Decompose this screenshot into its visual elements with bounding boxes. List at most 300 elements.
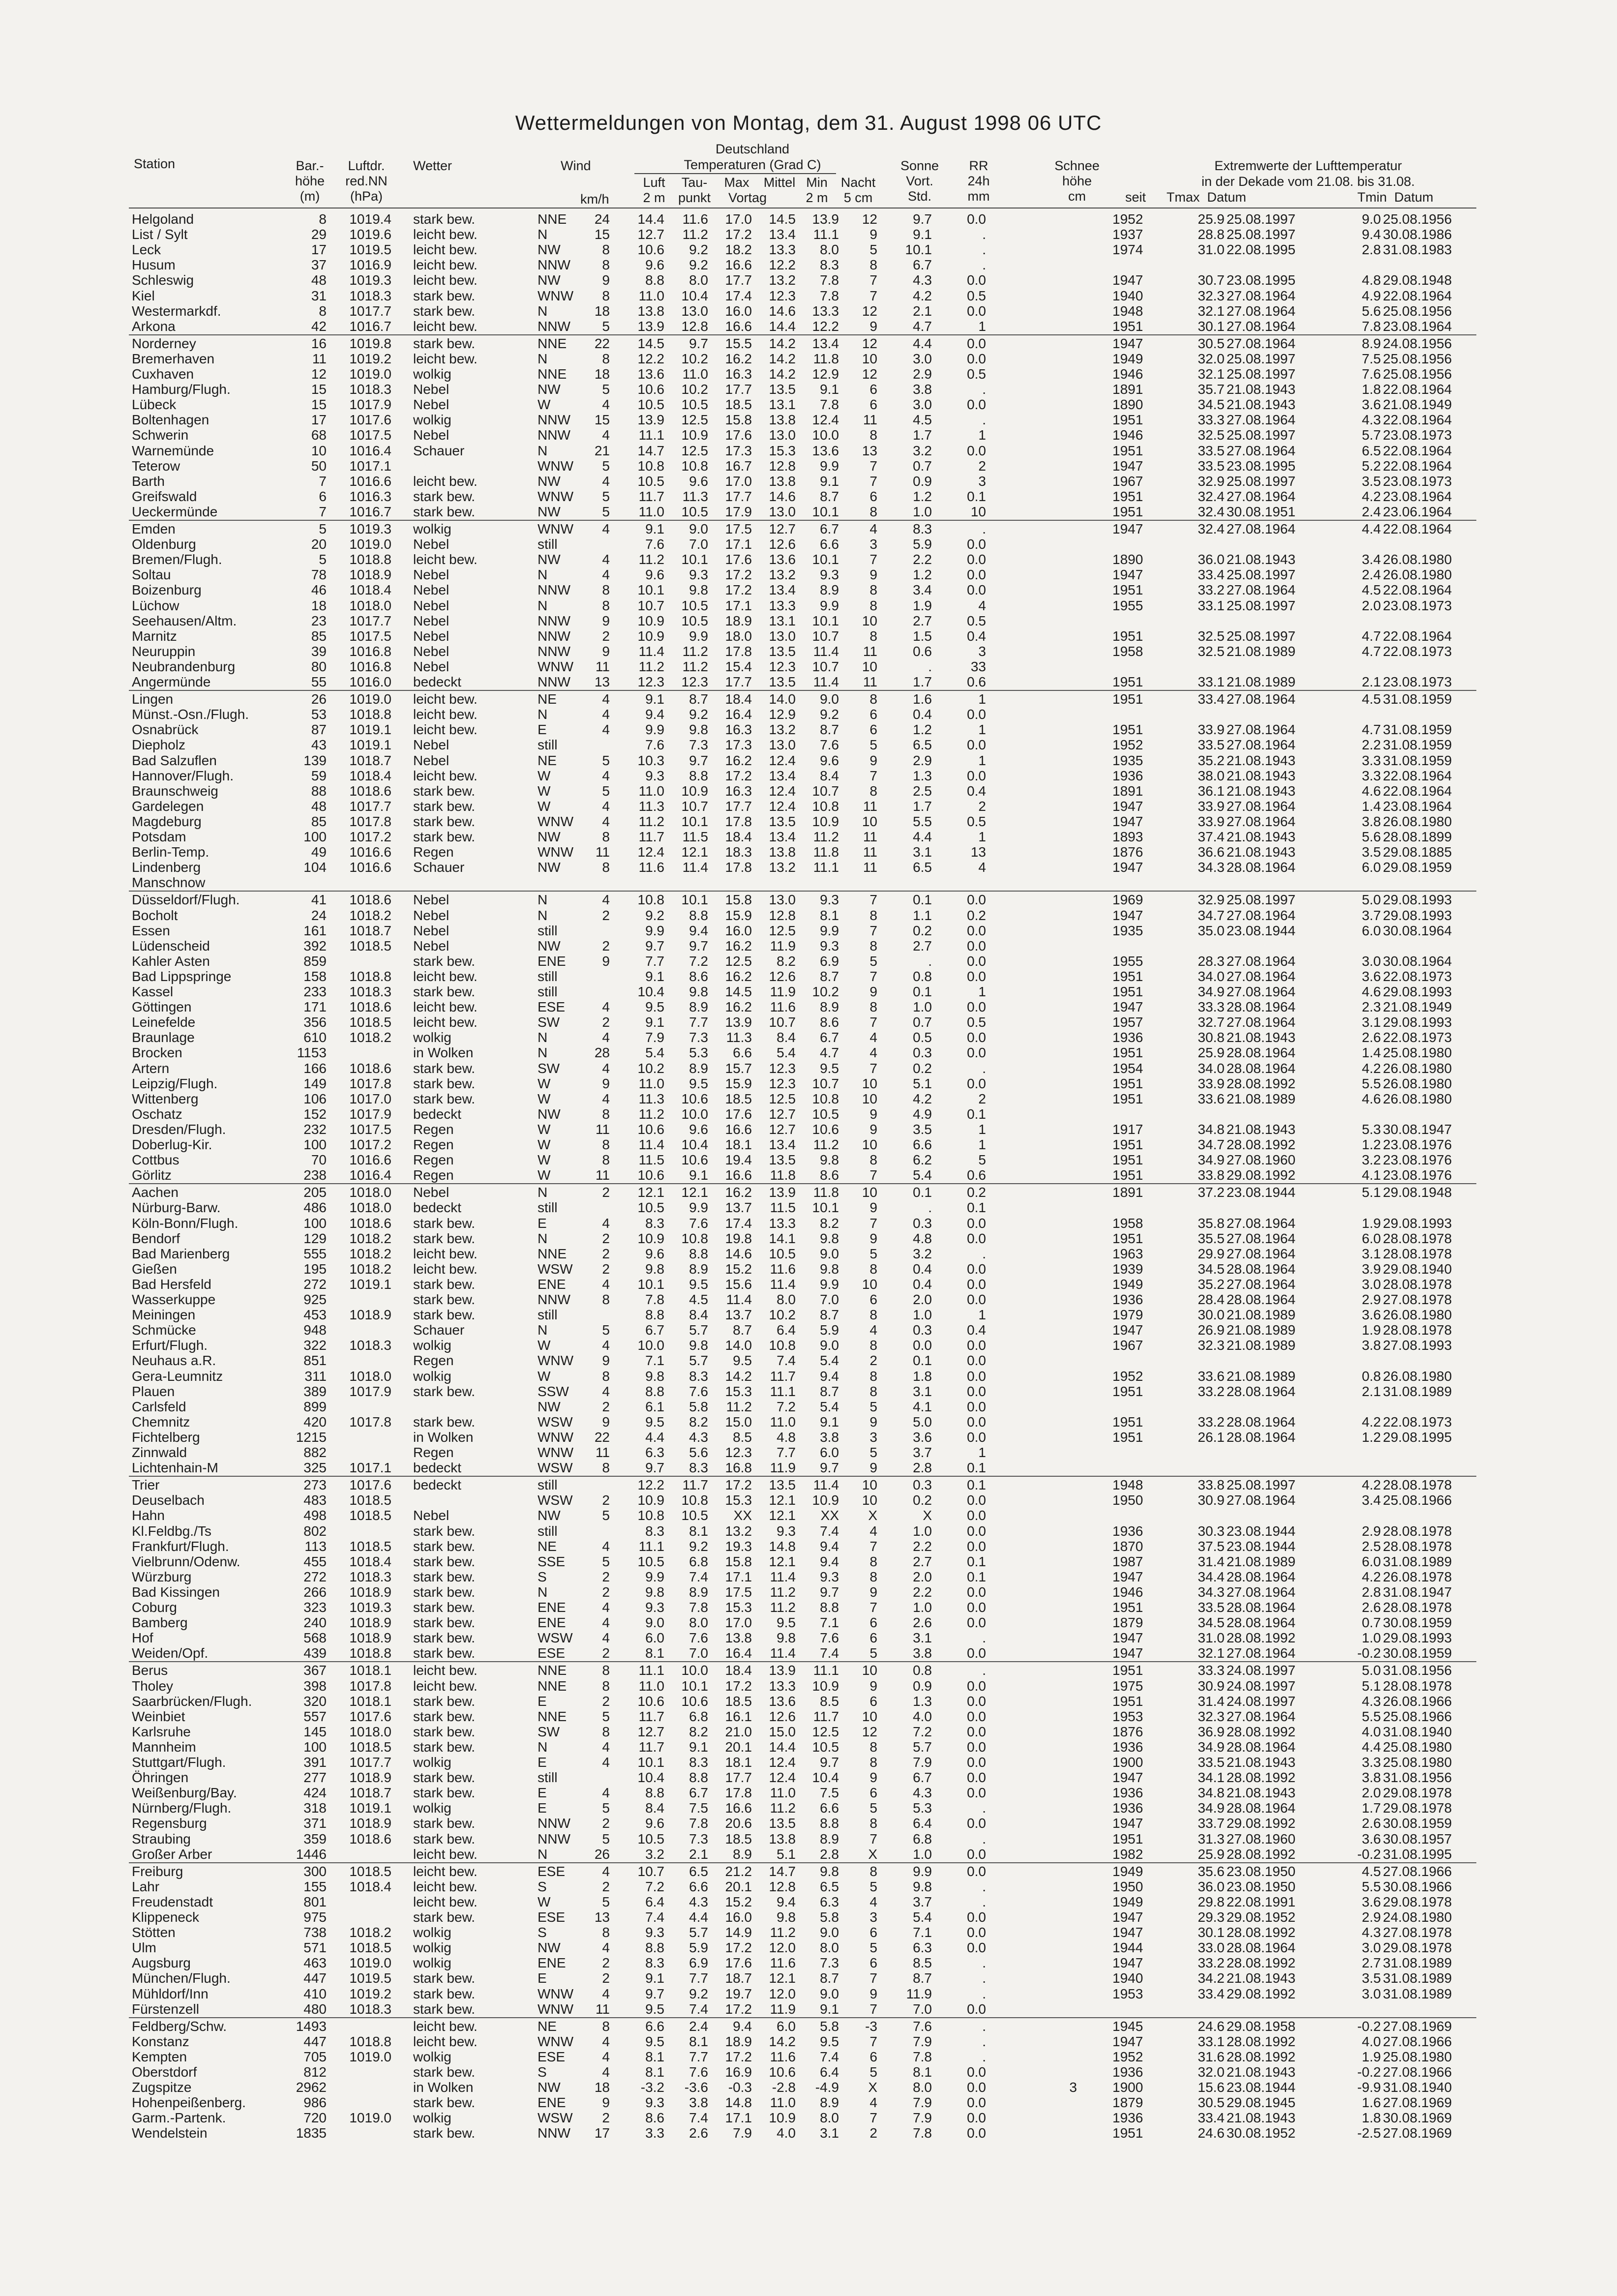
cell-station: Bad Kissingen [132, 1584, 220, 1600]
cell-sunshine: 0.1 [913, 984, 932, 999]
table-row [0, 272, 1617, 288]
cell-temp-min: 5.4 [820, 1353, 839, 1369]
cell-temp-max: 8.7 [733, 1322, 752, 1338]
cell-wind-dir: WNW [538, 1445, 574, 1460]
cell-weather: Nebel [413, 752, 449, 768]
cell-tmax: 33.5 [1198, 1755, 1225, 1770]
cell-height: 48 [311, 272, 327, 288]
cell-since: 1939 [1112, 1261, 1143, 1277]
cell-tmax: 36.6 [1198, 844, 1225, 860]
cell-station: Vielbrunn/Odenw. [132, 1553, 240, 1569]
cell-tmax: 33.9 [1198, 1075, 1225, 1091]
cell-dewpoint: 5.8 [689, 1399, 708, 1414]
cell-sunshine: 0.1 [913, 1185, 932, 1200]
cell-wind-dir: N [538, 907, 548, 923]
cell-station: Großer Arber [132, 1846, 212, 1862]
cell-tmax: 31.6 [1198, 2049, 1225, 2064]
cell-sunshine: 8.5 [913, 1955, 932, 1971]
cell-sunshine: 3.4 [913, 582, 932, 598]
cell-sunshine: 0.1 [913, 1353, 932, 1369]
cell-temp-air: 8.1 [645, 2064, 664, 2080]
cell-night-5cm: 11 [863, 674, 877, 689]
cell-height: 129 [303, 1230, 327, 1246]
cell-wind-speed: 4 [602, 397, 610, 413]
cell-sunshine: 1.2 [913, 722, 932, 738]
cell-temp-mean: 9.8 [777, 1630, 796, 1646]
cell-temp-min: 9.3 [820, 892, 839, 908]
cell-height: 272 [303, 1569, 327, 1584]
cell-weather: stark bew. [413, 1909, 476, 1925]
cell-station: Cuxhaven [132, 366, 194, 382]
cell-temp-max: 11.4 [726, 1292, 752, 1307]
cell-wind-dir: NNW [538, 427, 570, 443]
cell-station: Boltenhagen [132, 412, 210, 428]
cell-precip: 0.0 [967, 272, 986, 288]
cell-sunshine: 2.2 [913, 1584, 932, 1600]
cell-station: Lüdenscheid [132, 938, 210, 954]
cell-weather: stark bew. [413, 1538, 476, 1554]
cell-temp-max: 14.6 [725, 1246, 752, 1261]
cell-sunshine: 4.4 [913, 829, 932, 844]
cell-pressure: 1019.1 [349, 1800, 391, 1816]
cell-tmax-date: 29.08.1952 [1227, 1909, 1296, 1925]
cell-temp-min: 5.4 [820, 1399, 839, 1414]
cell-tmax: 32.3 [1198, 288, 1225, 303]
cell-dewpoint: 11.2 [682, 227, 708, 242]
cell-temp-min: 7.8 [820, 397, 839, 413]
cell-height: 85 [311, 813, 327, 829]
cell-wind-dir: W [538, 1137, 551, 1152]
cell-sunshine: 0.4 [913, 1276, 932, 1292]
cell-weather: leicht bew. [413, 707, 478, 722]
cell-weather: stark bew. [413, 798, 476, 814]
cell-temp-max: 17.7 [725, 382, 752, 397]
cell-sunshine: 7.9 [913, 2033, 932, 2049]
cell-tmin: -2.5 [1357, 2125, 1381, 2141]
cell-height: 166 [303, 1060, 327, 1076]
cell-dewpoint: 9.9 [689, 628, 708, 644]
cell-since: 1951 [1112, 1383, 1143, 1399]
cell-temp-max: 17.9 [725, 504, 752, 519]
cell-dewpoint: 9.8 [689, 984, 708, 999]
cell-temp-mean: 11.2 [770, 1584, 796, 1600]
cell-height: 568 [303, 1630, 327, 1646]
cell-temp-mean: 13.0 [769, 737, 796, 753]
cell-temp-mean: 11.7 [770, 1368, 796, 1384]
cell-precip: 0.1 [967, 1106, 986, 1122]
cell-height: 232 [303, 1121, 327, 1137]
cell-pressure: 1016.6 [349, 844, 391, 860]
cell-dewpoint: 8.1 [689, 2033, 708, 2049]
cell-precip: 0.5 [967, 288, 986, 303]
cell-temp-mean: 13.2 [769, 567, 796, 583]
cell-temp-air: 3.3 [645, 2125, 664, 2141]
cell-temp-mean: 10.6 [769, 2064, 796, 2080]
cell-sunshine: 9.7 [913, 211, 932, 227]
cell-station: Bremen/Flugh. [132, 552, 222, 567]
cell-precip: 0.0 [967, 768, 986, 783]
cell-dewpoint: 9.8 [689, 1338, 708, 1353]
table-row [0, 1414, 1617, 1430]
cell-tmin-date: 27.08.1993 [1383, 1338, 1452, 1353]
cell-night-5cm: 8 [869, 907, 877, 923]
cell-height: 87 [311, 722, 327, 738]
cell-wind-dir: E [538, 1215, 547, 1231]
cell-dewpoint: 9.6 [689, 473, 708, 489]
cell-temp-air: 10.9 [637, 1230, 664, 1246]
cell-tmin-date: 27.08.1969 [1383, 2125, 1452, 2141]
cell-height: 17 [311, 242, 327, 258]
cell-night-5cm: 5 [869, 953, 877, 969]
cell-temp-air: -3.2 [640, 2080, 664, 2095]
cell-station: Trier [132, 1477, 160, 1493]
cell-station: Potsdam [132, 829, 186, 844]
cell-temp-mean: 6.0 [777, 2018, 796, 2034]
table-row [0, 1307, 1617, 1322]
cell-tmin: 3.0 [1362, 1940, 1381, 1956]
cell-wind-speed: 8 [602, 829, 610, 844]
cell-height: 7 [319, 504, 327, 519]
cell-precip: 0.4 [967, 1322, 986, 1338]
cell-since: 1947 [1112, 2033, 1143, 2049]
cell-height: 1835 [296, 2125, 327, 2141]
cell-weather: Nebel [413, 1508, 449, 1523]
cell-temp-min: 10.2 [812, 984, 839, 999]
cell-wind-speed: 9 [602, 1414, 610, 1430]
cell-since: 1953 [1112, 1986, 1143, 2001]
cell-temp-max: 18.9 [725, 613, 752, 628]
header-station: Station [134, 156, 176, 171]
cell-tmin: 5.0 [1362, 1663, 1381, 1678]
cell-pressure: 1019.1 [349, 722, 391, 738]
cell-temp-mean: 14.2 [769, 351, 796, 366]
cell-dewpoint: 4.4 [689, 1909, 708, 1925]
cell-precip: 0.0 [967, 567, 986, 583]
cell-sunshine: 4.4 [913, 335, 932, 351]
cell-tmax-date: 28.08.1964 [1227, 1615, 1296, 1631]
cell-temp-air: 10.1 [637, 582, 664, 598]
cell-temp-air: 9.1 [645, 968, 664, 984]
cell-dewpoint: 10.8 [681, 1230, 708, 1246]
cell-tmax-date: 28.08.1992 [1227, 1075, 1296, 1091]
cell-temp-mean: 9.3 [777, 1523, 796, 1539]
cell-weather: stark bew. [413, 1615, 476, 1631]
cell-wind-speed: 8 [602, 1137, 610, 1152]
cell-tmin: 9.4 [1362, 227, 1381, 242]
cell-station: Straubing [132, 1831, 191, 1847]
cell-station: Düsseldorf/Flugh. [132, 892, 240, 908]
cell-station: Angermünde [132, 674, 211, 689]
table-row [0, 644, 1617, 659]
cell-height: 23 [311, 613, 327, 628]
cell-temp-mean: 4.8 [777, 1429, 796, 1445]
cell-tmax-date: 28.08.1964 [1227, 999, 1296, 1015]
cell-weather: Nebel [413, 737, 449, 753]
cell-since: 1951 [1112, 722, 1143, 738]
cell-wind-speed: 5 [602, 1800, 610, 1816]
cell-night-5cm: 11 [863, 412, 877, 428]
cell-temp-mean: 12.1 [769, 1553, 796, 1569]
cell-tmin: 4.2 [1362, 1477, 1381, 1493]
cell-wind-speed: 4 [602, 1060, 610, 1076]
cell-tmin: 0.8 [1362, 1368, 1381, 1384]
cell-precip: 0.0 [967, 1429, 986, 1445]
cell-precip: 0.0 [967, 1816, 986, 1831]
cell-wind-dir: N [538, 443, 548, 458]
cell-height: 78 [311, 567, 327, 583]
cell-temp-min: 8.7 [820, 722, 839, 738]
cell-temp-max: 16.0 [725, 1909, 752, 1925]
cell-temp-air: 6.7 [645, 1322, 664, 1338]
cell-pressure: 1018.8 [349, 2033, 391, 2049]
cell-height: 483 [303, 1492, 327, 1508]
cell-sunshine: 8.0 [913, 2080, 932, 2095]
cell-wind-speed: 2 [602, 1816, 610, 1831]
cell-temp-max: 16.6 [725, 318, 752, 334]
cell-tmax-date: 23.08.1944 [1227, 1523, 1296, 1539]
cell-dewpoint: 10.1 [681, 892, 708, 908]
cell-tmin: 4.9 [1362, 288, 1381, 303]
cell-precip: 0.0 [967, 1230, 986, 1246]
cell-temp-mean: 12.4 [769, 798, 796, 814]
cell-tmin-date: 28.08.1978 [1383, 1600, 1452, 1615]
cell-tmax: 32.4 [1198, 521, 1225, 537]
cell-precip: 0.0 [967, 1940, 986, 1956]
cell-precip: 2 [978, 798, 986, 814]
cell-sunshine: 1.6 [913, 691, 932, 707]
cell-tmax: 32.5 [1198, 427, 1225, 443]
cell-since: 1940 [1112, 288, 1143, 303]
cell-temp-min: 9.5 [820, 2033, 839, 2049]
cell-dewpoint: 10.9 [681, 427, 708, 443]
cell-precip: 0.0 [967, 1338, 986, 1353]
table-row [0, 458, 1617, 474]
cell-tmin: 6.0 [1362, 1553, 1381, 1569]
cell-tmax: 33.5 [1198, 443, 1225, 458]
cell-tmax: 34.0 [1198, 968, 1225, 984]
cell-temp-mean: 12.3 [769, 1060, 796, 1076]
cell-tmin-date: 26.08.1980 [1383, 1368, 1452, 1384]
cell-tmax: 28.3 [1198, 953, 1225, 969]
cell-tmin-date: 29.08.1948 [1383, 272, 1452, 288]
cell-tmax: 36.1 [1198, 783, 1225, 799]
cell-sunshine: 1.1 [913, 907, 932, 923]
cell-since: 1936 [1112, 2064, 1143, 2080]
cell-temp-mean: 13.8 [769, 844, 796, 860]
cell-temp-mean: 13.2 [769, 272, 796, 288]
cell-temp-min: 9.0 [820, 1925, 839, 1940]
cell-pressure: 1018.6 [349, 999, 391, 1015]
cell-tmin: 3.4 [1362, 552, 1381, 567]
cell-temp-air: 7.7 [645, 953, 664, 969]
cell-sunshine: 0.9 [913, 1678, 932, 1694]
cell-tmin: 3.6 [1362, 1307, 1381, 1323]
cell-precip: 0.0 [967, 968, 986, 984]
cell-tmax: 34.7 [1198, 1137, 1225, 1152]
cell-tmax: 33.3 [1198, 1663, 1225, 1678]
cell-night-5cm: 6 [869, 1785, 877, 1801]
cell-precip: 0.6 [967, 674, 986, 689]
cell-wind-speed: 4 [602, 1600, 610, 1615]
cell-temp-min: 9.1 [820, 1414, 839, 1430]
cell-tmin-date: 29.08.1993 [1383, 907, 1452, 923]
page-title: Wettermeldungen von Montag, dem 31. August 1998 06 UTC [515, 111, 1102, 134]
cell-tmin-date: 27.08.1978 [1383, 1292, 1452, 1307]
cell-temp-air: 9.7 [645, 938, 664, 954]
cell-temp-max: 17.2 [725, 1940, 752, 1956]
cell-precip: 1 [978, 1445, 986, 1460]
cell-tmax: 33.8 [1198, 1477, 1225, 1493]
cell-wind-dir: S [538, 1925, 547, 1940]
cell-night-5cm: 8 [869, 1816, 877, 1831]
cell-dewpoint: 7.5 [689, 1800, 708, 1816]
cell-station: Braunschweig [132, 783, 218, 799]
cell-tmax-date: 27.08.1964 [1227, 412, 1296, 428]
cell-weather: stark bew. [413, 1075, 476, 1091]
cell-night-5cm: 7 [869, 923, 877, 938]
table-row [0, 1645, 1617, 1661]
cell-pressure: 1018.8 [349, 707, 391, 722]
cell-wind-speed: 21 [594, 443, 610, 458]
cell-sunshine: 7.9 [913, 1755, 932, 1770]
cell-night-5cm: 7 [869, 552, 877, 567]
cell-wind-speed: 11 [595, 2001, 610, 2017]
cell-dewpoint: 9.4 [689, 923, 708, 938]
cell-temp-min: 9.9 [820, 923, 839, 938]
cell-temp-max: 15.8 [725, 892, 752, 908]
cell-pressure: 1019.1 [349, 737, 391, 753]
cell-night-5cm: 6 [869, 1925, 877, 1940]
table-row [0, 443, 1617, 458]
cell-tmax-date: 25.08.1997 [1227, 351, 1296, 366]
cell-sunshine: 2.0 [913, 1569, 932, 1584]
cell-temp-min: 11.4 [813, 1477, 839, 1493]
cell-temp-air: 12.2 [637, 1477, 664, 1493]
cell-temp-max: 16.3 [725, 783, 752, 799]
cell-station: Öhringen [132, 1770, 189, 1786]
cell-tmax: 33.5 [1198, 1600, 1225, 1615]
cell-dewpoint: 11.0 [682, 366, 708, 382]
cell-weather: stark bew. [413, 1292, 476, 1307]
cell-station: Westermarkdf. [132, 303, 221, 319]
cell-since: 1947 [1112, 1909, 1143, 1925]
cell-temp-min: 6.3 [820, 1894, 839, 1909]
cell-temp-mean: 11.6 [770, 999, 796, 1015]
cell-since: 1947 [1112, 1322, 1143, 1338]
cell-temp-max: 18.0 [725, 628, 752, 644]
cell-height: 42 [311, 318, 327, 334]
cell-tmin: 4.8 [1362, 272, 1381, 288]
cell-wind-speed: 5 [602, 382, 610, 397]
cell-temp-min: 4.7 [820, 1045, 839, 1061]
cell-temp-air: 5.4 [645, 1045, 664, 1061]
cell-station: Oberstdorf [132, 2064, 197, 2080]
cell-tmin: 3.3 [1362, 752, 1381, 768]
cell-night-5cm: 2 [869, 1353, 877, 1369]
cell-pressure: 1018.9 [349, 1630, 391, 1646]
cell-temp-mean: 13.3 [769, 1215, 796, 1231]
cell-weather: Nebel [413, 923, 449, 938]
cell-tmax-date: 21.08.1943 [1227, 752, 1296, 768]
cell-pressure: 1018.4 [349, 1879, 391, 1894]
cell-temp-air: 7.8 [645, 1292, 664, 1307]
cell-temp-mean: 12.7 [769, 1106, 796, 1122]
cell-precip: . [982, 1060, 986, 1076]
cell-since: 1900 [1112, 1755, 1143, 1770]
cell-tmin-date: 25.08.1966 [1383, 1708, 1452, 1724]
cell-tmax: 37.4 [1198, 829, 1225, 844]
cell-temp-air: 9.1 [645, 691, 664, 707]
cell-since: 1937 [1112, 227, 1143, 242]
cell-sunshine: 3.7 [913, 1445, 932, 1460]
cell-dewpoint: 9.2 [689, 257, 708, 273]
cell-wind-dir: NE [538, 691, 557, 707]
table-row [0, 1739, 1617, 1755]
cell-dewpoint: 8.2 [689, 1724, 708, 1739]
cell-tmax-date: 25.08.1997 [1227, 227, 1296, 242]
cell-temp-mean: 10.7 [769, 1014, 796, 1030]
cell-wind-speed: 5 [602, 1894, 610, 1909]
cell-tmin-date: 30.08.1964 [1383, 953, 1452, 969]
cell-tmin-date: 26.08.1980 [1383, 552, 1452, 567]
cell-precip: 0.0 [967, 1276, 986, 1292]
cell-precip: . [982, 1246, 986, 1261]
cell-tmin: 4.3 [1362, 1693, 1381, 1709]
cell-dewpoint: 8.4 [689, 1307, 708, 1323]
cell-height: 39 [311, 643, 327, 659]
cell-temp-min: 11.4 [813, 674, 839, 689]
cell-tmax-date: 29.08.1945 [1227, 2095, 1296, 2111]
cell-pressure: 1019.5 [349, 1970, 391, 1986]
table-row [0, 427, 1617, 443]
cell-sunshine: 0.2 [913, 923, 932, 938]
cell-night-5cm: 9 [869, 1678, 877, 1694]
cell-sunshine: 0.4 [913, 707, 932, 722]
cell-height: 31 [311, 288, 327, 303]
cell-temp-air: 10.9 [637, 628, 664, 644]
cell-station: Kahler Asten [132, 953, 210, 969]
cell-temp-mean: 12.1 [769, 1970, 796, 1986]
cell-wind-speed: 2 [602, 938, 610, 954]
cell-temp-max: 16.2 [725, 1185, 752, 1200]
cell-pressure: 1016.3 [349, 488, 391, 504]
cell-tmin-date: 29.08.1959 [1383, 860, 1452, 875]
cell-dewpoint: 10.4 [681, 288, 708, 303]
cell-precip: 0.0 [967, 1368, 986, 1384]
cell-dewpoint: 8.9 [689, 1261, 708, 1277]
cell-dewpoint: 10.1 [681, 813, 708, 829]
cell-station: Chemnitz [132, 1414, 190, 1430]
table-row [0, 1894, 1617, 1909]
cell-since: 1969 [1112, 892, 1143, 908]
cell-temp-max: 15.3 [725, 1492, 752, 1508]
cell-weather: wolkig [413, 1800, 451, 1816]
cell-temp-min: 6.9 [820, 953, 839, 969]
cell-weather: Regen [413, 844, 454, 860]
cell-dewpoint: 6.9 [689, 1955, 708, 1971]
cell-temp-max: 16.2 [725, 968, 752, 984]
cell-temp-mean: 12.1 [769, 1508, 796, 1523]
cell-wind-dir: E [538, 1693, 547, 1709]
cell-wind-dir: NNE [538, 1708, 567, 1724]
cell-height: 300 [303, 1863, 327, 1879]
table-row [0, 1076, 1617, 1091]
cell-height: 55 [311, 674, 327, 689]
cell-sunshine: 0.7 [913, 1014, 932, 1030]
cell-station: List / Sylt [132, 227, 188, 242]
cell-wind-speed: 5 [602, 504, 610, 519]
cell-weather: wolkig [413, 1925, 451, 1940]
